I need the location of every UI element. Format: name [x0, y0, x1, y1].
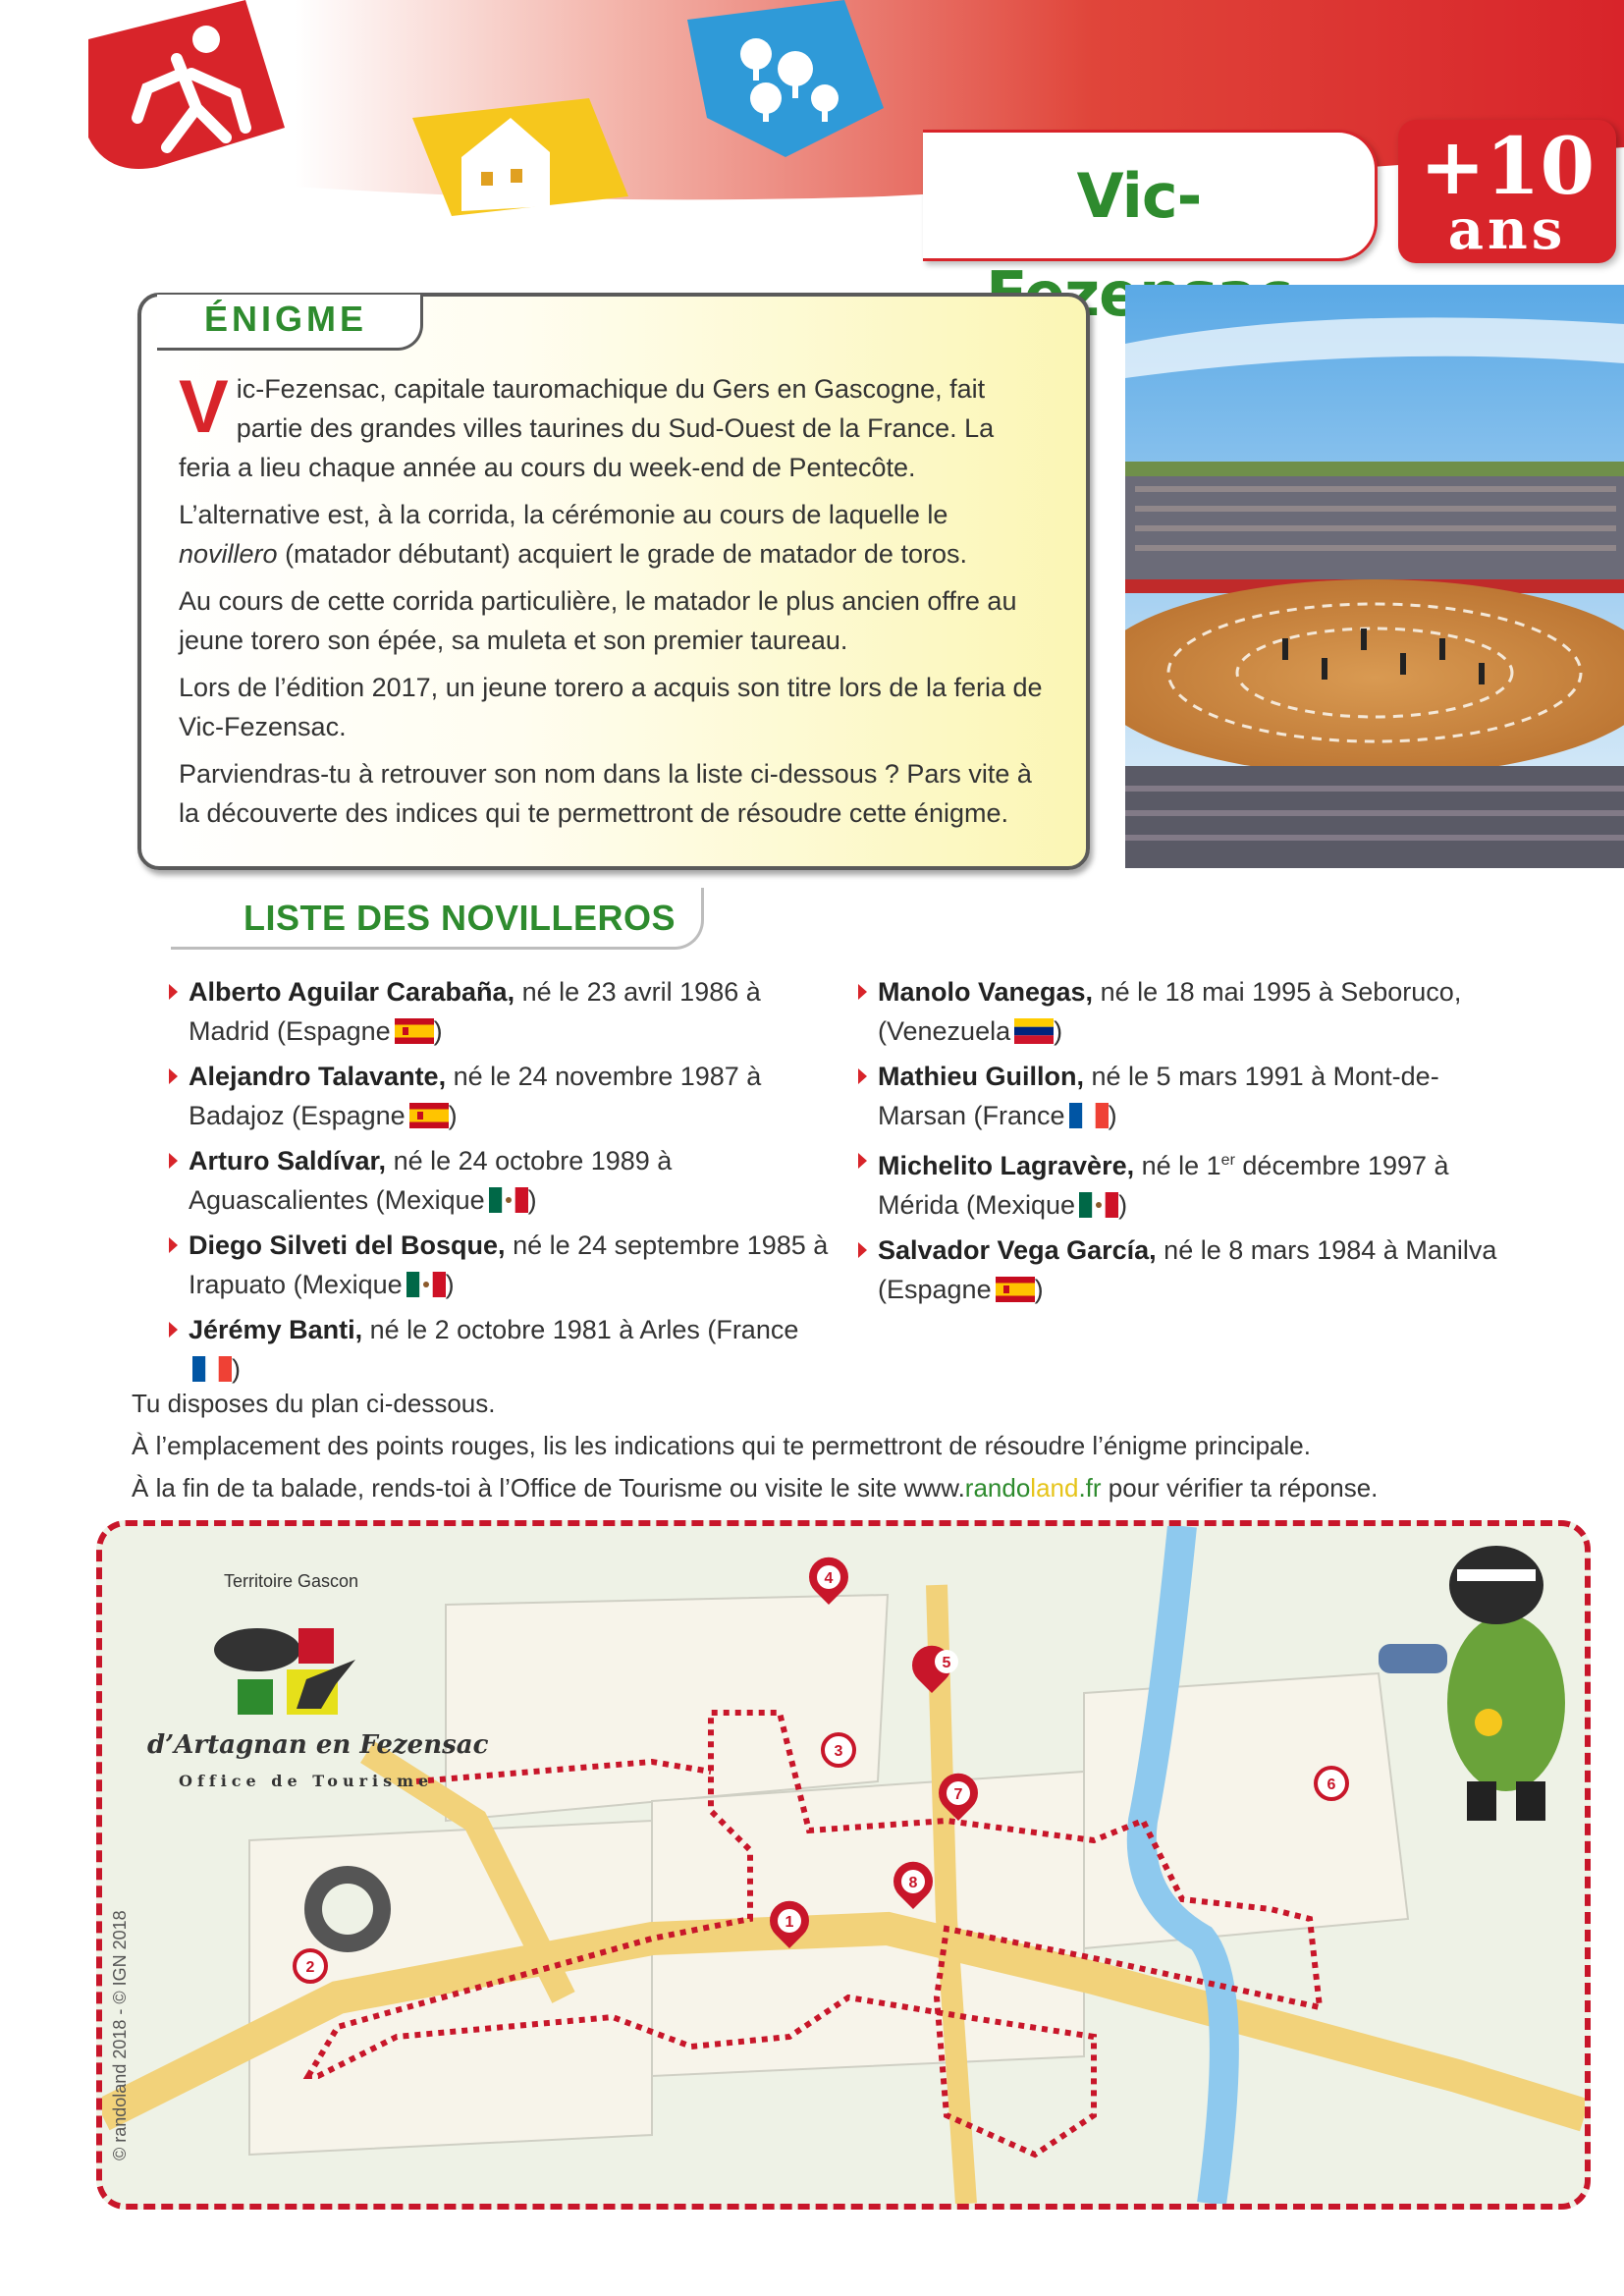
novillero-info: né le 24 novembre 1987 à Badajoz (Espagne	[189, 1062, 762, 1130]
close-paren: )	[1054, 1016, 1063, 1046]
list-item	[167, 1226, 835, 1304]
france-flag-icon	[1069, 1103, 1109, 1128]
office-subtitle: Office de Tourisme	[179, 1772, 434, 1790]
checkpoint-label: 2	[305, 1959, 315, 1976]
list-item	[167, 1310, 835, 1389]
page-title: Vic- zen	[1064, 160, 1202, 330]
instruction-text: pour vérifier ta réponse.	[1101, 1473, 1379, 1503]
close-paren: )	[1108, 1101, 1117, 1130]
mexico-flag-icon	[489, 1187, 528, 1213]
instruction-line: Tu disposes du plan ci-dessous.	[132, 1389, 496, 1418]
checkpoint-label: 3	[834, 1743, 843, 1760]
bullet-icon	[858, 984, 867, 1000]
checkpoint-2-icon	[295, 1950, 326, 1982]
bullet-icon	[858, 1068, 867, 1084]
instruction-line	[132, 1467, 1585, 1509]
enigma-paragraph: Lors de l’édition 2017, un jeune torero a acquis son titre lors de la feria de Vic-Fezensac.	[179, 673, 1043, 741]
drop-cap: V	[179, 365, 229, 449]
list-title: LISTE DES NOVILLEROS	[244, 898, 677, 938]
checkpoint-label: 1	[785, 1914, 794, 1931]
checkpoint-label: 7	[953, 1786, 963, 1803]
list-item	[167, 972, 835, 1051]
france-flag-icon	[192, 1356, 232, 1382]
house-icon	[412, 98, 628, 216]
enigma-paragraph	[179, 365, 1043, 487]
age-badge	[1398, 120, 1616, 263]
novillero-name: Diego Silveti del Bosque,	[189, 1230, 506, 1260]
office-name: d’Artagnan en Fezensac	[147, 1730, 489, 1760]
site-link-part[interactable]: .fr	[1078, 1473, 1102, 1503]
checkpoint-label: 5	[942, 1655, 951, 1671]
instructions	[132, 1383, 1585, 1509]
checkpoint-6-icon	[1316, 1768, 1347, 1799]
arena-photo	[1125, 285, 1624, 868]
enigma-p2-a: L’alternative est, à la corrida, la cérémonie au cours de laquelle le	[179, 500, 948, 529]
bullet-icon	[169, 1237, 178, 1253]
age-number: +10	[1419, 120, 1596, 212]
novillero-info: né le 18 mai 1995 à Seboruco, (Venezuela	[878, 977, 1462, 1046]
spain-flag-icon	[996, 1277, 1035, 1302]
spain-flag-icon	[395, 1018, 434, 1044]
office-territory-label: Territoire Gascon	[224, 1571, 359, 1591]
novillero-info: né le 8 mars 1984 à Manilva (Espagne	[878, 1235, 1497, 1304]
enigma-paragraph: Parviendras-tu à retrouver son nom dans la liste ci-dessous ? Pars vite à la découverte des indices qui te permettront de résoudre cette énigme.	[179, 759, 1032, 828]
novillero-name: Manolo Vanegas,	[878, 977, 1094, 1007]
list-item	[856, 972, 1524, 1051]
close-paren: )	[527, 1185, 537, 1215]
instruction-line: À l’emplacement des points rouges, lis les indications qui te permettront de résoudre l’énigme principale.	[132, 1431, 1311, 1460]
office-tourisme-logo	[208, 1611, 365, 1728]
novillero-info: né le 5 mars 1991 à Mont-de-Marsan (France	[878, 1062, 1439, 1130]
novillero-name: Salvador Vega García,	[878, 1235, 1157, 1265]
close-paren: )	[232, 1354, 241, 1384]
checkpoint-label: 8	[908, 1875, 918, 1891]
novillero-info: décembre 1997 à Mérida (Mexique	[878, 1151, 1449, 1220]
age-unit: ans	[1447, 197, 1567, 262]
checkpoint-label: 6	[1326, 1777, 1336, 1793]
novillero-name: Arturo Saldívar,	[189, 1146, 387, 1175]
enigma-text	[179, 365, 1043, 841]
close-paren: )	[1034, 1275, 1044, 1304]
bullet-icon	[169, 1068, 178, 1084]
list-item	[167, 1141, 835, 1220]
enigma-p2-b: (matador débutant) acquiert le grade de matador de toros.	[277, 539, 967, 569]
checkpoint-3-icon	[823, 1734, 854, 1766]
bullet-icon	[169, 984, 178, 1000]
enigma-paragraph: Au cours de cette corrida particulière, le matador le plus ancien offre au jeune torero son épée, sa muleta et son premier taureau.	[179, 586, 1017, 655]
site-link-part[interactable]: rando	[964, 1473, 1031, 1503]
enigma-paragraph	[179, 495, 1043, 574]
novillero-info: né le 1	[1134, 1151, 1221, 1180]
instruction-text: À la fin de ta balade, rends-toi à l’Office de Tourisme ou visite le site www.	[132, 1473, 965, 1503]
venezuela-flag-icon	[1014, 1018, 1054, 1044]
novillero-name: Mathieu Guillon,	[878, 1062, 1084, 1091]
close-paren: )	[1118, 1190, 1128, 1220]
close-paren: )	[448, 1101, 458, 1130]
list-item	[856, 1230, 1524, 1309]
mexico-flag-icon	[1079, 1192, 1118, 1218]
novillero-info: né le 23 avril 1986 à Madrid (Espagne	[189, 977, 761, 1046]
hiker-icon	[88, 0, 285, 169]
checkpoint-5-icon	[912, 1646, 958, 1693]
novillero-info: né le 24 octobre 1989 à Aguascalientes (Mexique	[189, 1146, 673, 1215]
novillero-name: Jérémy Banti,	[189, 1315, 363, 1344]
novillero-list-left	[167, 972, 835, 1394]
novillero-name: Alberto Aguilar Carabaña,	[189, 977, 515, 1007]
bullet-icon	[858, 1242, 867, 1258]
bullet-icon	[169, 1322, 178, 1338]
enigma-title: ÉNIGME	[204, 299, 368, 339]
mexico-flag-icon	[406, 1272, 446, 1297]
site-link-part[interactable]: land	[1030, 1473, 1079, 1503]
novillero-info: né le 24 septembre 1985 à Irapuato (Mexique	[189, 1230, 829, 1299]
spain-flag-icon	[409, 1103, 449, 1128]
arena-icon	[304, 1866, 391, 1952]
list-item	[856, 1141, 1524, 1225]
close-paren: )	[445, 1270, 455, 1299]
map-copyright: © randoland 2018 - © IGN 2018	[110, 1910, 130, 2160]
enigma-p2-italic: novillero	[179, 539, 278, 569]
checkpoint-label: 4	[824, 1570, 834, 1587]
bullet-icon	[858, 1153, 867, 1169]
badger-mascot-icon	[1379, 1546, 1565, 1821]
novillero-list-right	[856, 972, 1524, 1315]
list-item	[856, 1057, 1524, 1135]
ordinal-sup: er	[1220, 1152, 1235, 1169]
bullet-icon	[169, 1153, 178, 1169]
list-item	[167, 1057, 835, 1135]
enigma-p1: ic-Fezensac, capitale tauromachique du Gers en Gascogne, fait partie des grandes villes taurines du Sud-Ouest de la France. La feria a lieu chaque année au cours du week-end de Pentecôte.	[179, 374, 995, 482]
novillero-name: Michelito Lagravère,	[878, 1151, 1135, 1180]
novillero-info: né le 2 octobre 1981 à Arles (France	[362, 1315, 799, 1344]
novillero-name: Alejandro Talavante,	[189, 1062, 447, 1091]
close-paren: )	[433, 1016, 443, 1046]
